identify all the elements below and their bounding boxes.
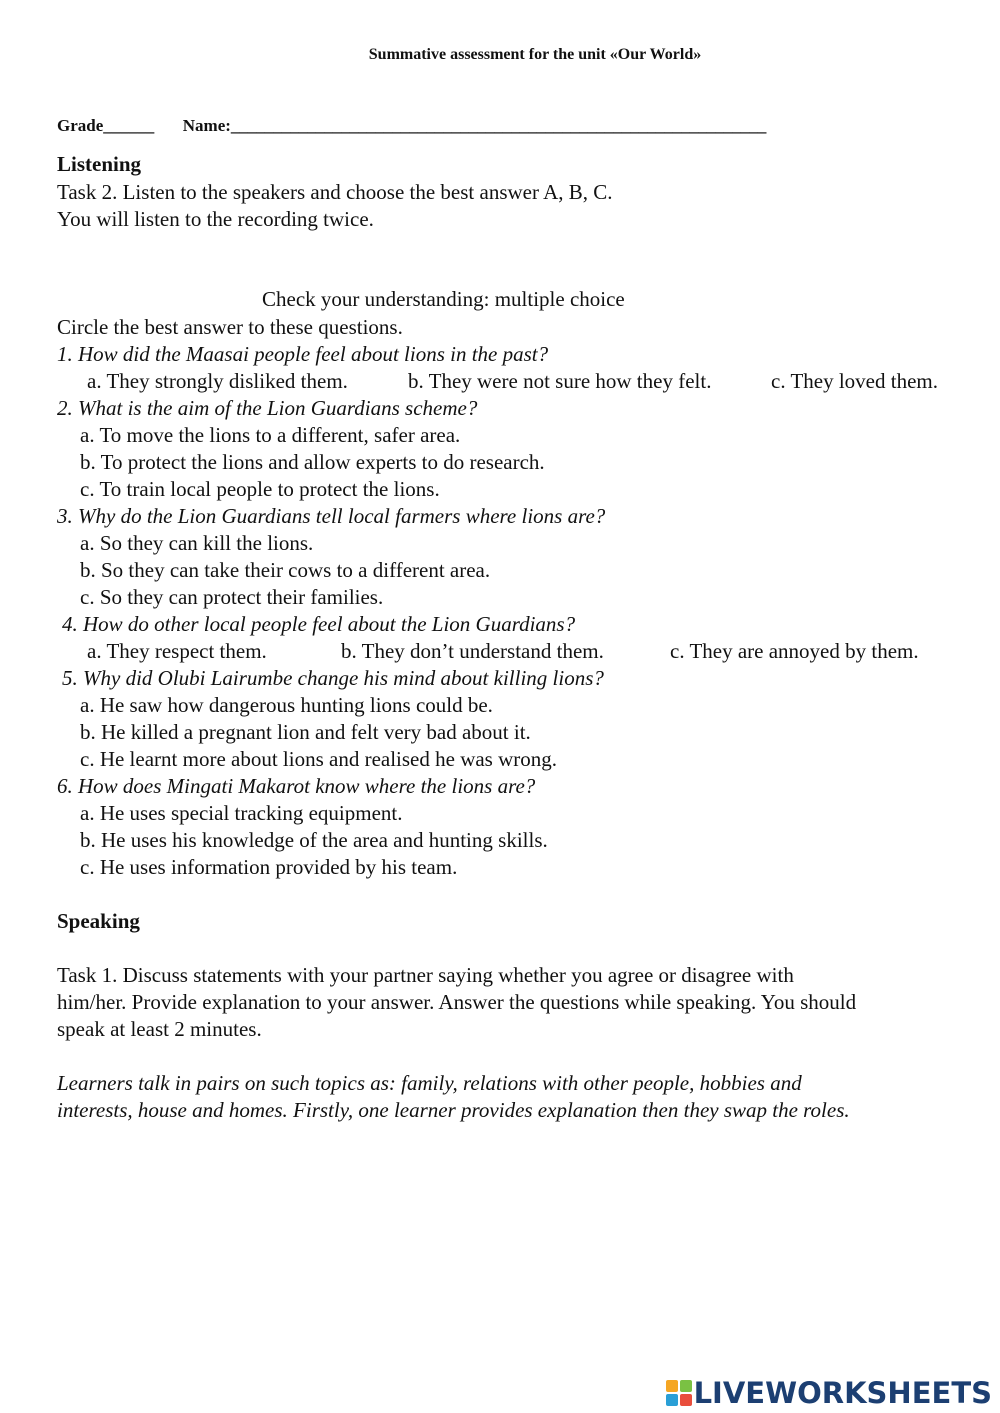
- q3-option-c[interactable]: c. So they can protect their families.: [80, 585, 384, 609]
- q5-option-b[interactable]: b. He killed a pregnant lion and felt very bad about it.: [80, 720, 531, 744]
- q4-option-b[interactable]: b. They don’t understand them.: [341, 639, 604, 663]
- question-2: 2. What is the aim of the Lion Guardians scheme?: [57, 396, 478, 420]
- q1-option-c[interactable]: c. They loved them.: [771, 369, 938, 393]
- listening-task: Task 2. Listen to the speakers and choose the best answer A, B, C.: [57, 180, 613, 204]
- grade-field[interactable]: Grade______: [57, 116, 155, 135]
- q3-option-b[interactable]: b. So they can take their cows to a different area.: [80, 558, 491, 582]
- q5-option-a[interactable]: a. He saw how dangerous hunting lions could be.: [80, 693, 493, 717]
- q1-option-a[interactable]: a. They strongly disliked them.: [87, 369, 348, 393]
- speaking-task-line-1: Task 1. Discuss statements with your partner saying whether you agree or disagree with: [57, 963, 794, 987]
- q2-option-c[interactable]: c. To train local people to protect the lions.: [80, 477, 440, 501]
- q6-option-c[interactable]: c. He uses information provided by his team.: [80, 855, 458, 879]
- speaking-heading: Speaking: [57, 909, 140, 933]
- section-subtitle: Check your understanding: multiple choice: [262, 287, 625, 311]
- document-title: Summative assessment for the unit «Our World»: [368, 46, 702, 63]
- question-6: 6. How does Mingati Makarot know where the lions are?: [57, 774, 536, 798]
- q6-option-b[interactable]: b. He uses his knowledge of the area and hunting skills.: [80, 828, 548, 852]
- speaking-note-line-1: Learners talk in pairs on such topics as: family, relations with other people, hobbies and: [57, 1071, 802, 1095]
- liveworksheets-logo[interactable]: [666, 1376, 992, 1410]
- q4-option-a[interactable]: a. They respect them.: [87, 639, 267, 663]
- q6-option-a[interactable]: a. He uses special tracking equipment.: [80, 801, 403, 825]
- q2-option-b[interactable]: b. To protect the lions and allow experts to do research.: [80, 450, 545, 474]
- question-5: 5. Why did Olubi Lairumbe change his mind about killing lions?: [62, 666, 604, 690]
- liveworksheets-icon: [666, 1380, 692, 1406]
- brand-text: LIVEWORKSHEETS: [693, 1376, 992, 1410]
- speaking-task-line-3: speak at least 2 minutes.: [57, 1017, 262, 1041]
- q5-option-c[interactable]: c. He learnt more about lions and realised he was wrong.: [80, 747, 558, 771]
- q2-option-a[interactable]: a. To move the lions to a different, safer area.: [80, 423, 461, 447]
- question-4: 4. How do other local people feel about the Lion Guardians?: [62, 612, 576, 636]
- question-3: 3. Why do the Lion Guardians tell local farmers where lions are?: [57, 504, 606, 528]
- speaking-note-line-2: interests, house and homes. Firstly, one learner provides explanation then they swap the roles.: [57, 1098, 850, 1122]
- speaking-task-line-2: him/her. Provide explanation to your answer. Answer the questions while speaking. You should: [57, 990, 857, 1014]
- name-field[interactable]: Name:_______________________________________________________________: [182, 116, 767, 135]
- q1-option-b[interactable]: b. They were not sure how they felt.: [408, 369, 712, 393]
- listening-note: You will listen to the recording twice.: [57, 207, 374, 231]
- q4-option-c[interactable]: c. They are annoyed by them.: [670, 639, 919, 663]
- q3-option-a[interactable]: a. So they can kill the lions.: [80, 531, 314, 555]
- instruction: Circle the best answer to these questions.: [57, 315, 403, 339]
- listening-heading: Listening: [57, 152, 142, 176]
- student-info-line: [57, 116, 766, 136]
- question-1: 1. How did the Maasai people feel about lions in the past?: [57, 342, 549, 366]
